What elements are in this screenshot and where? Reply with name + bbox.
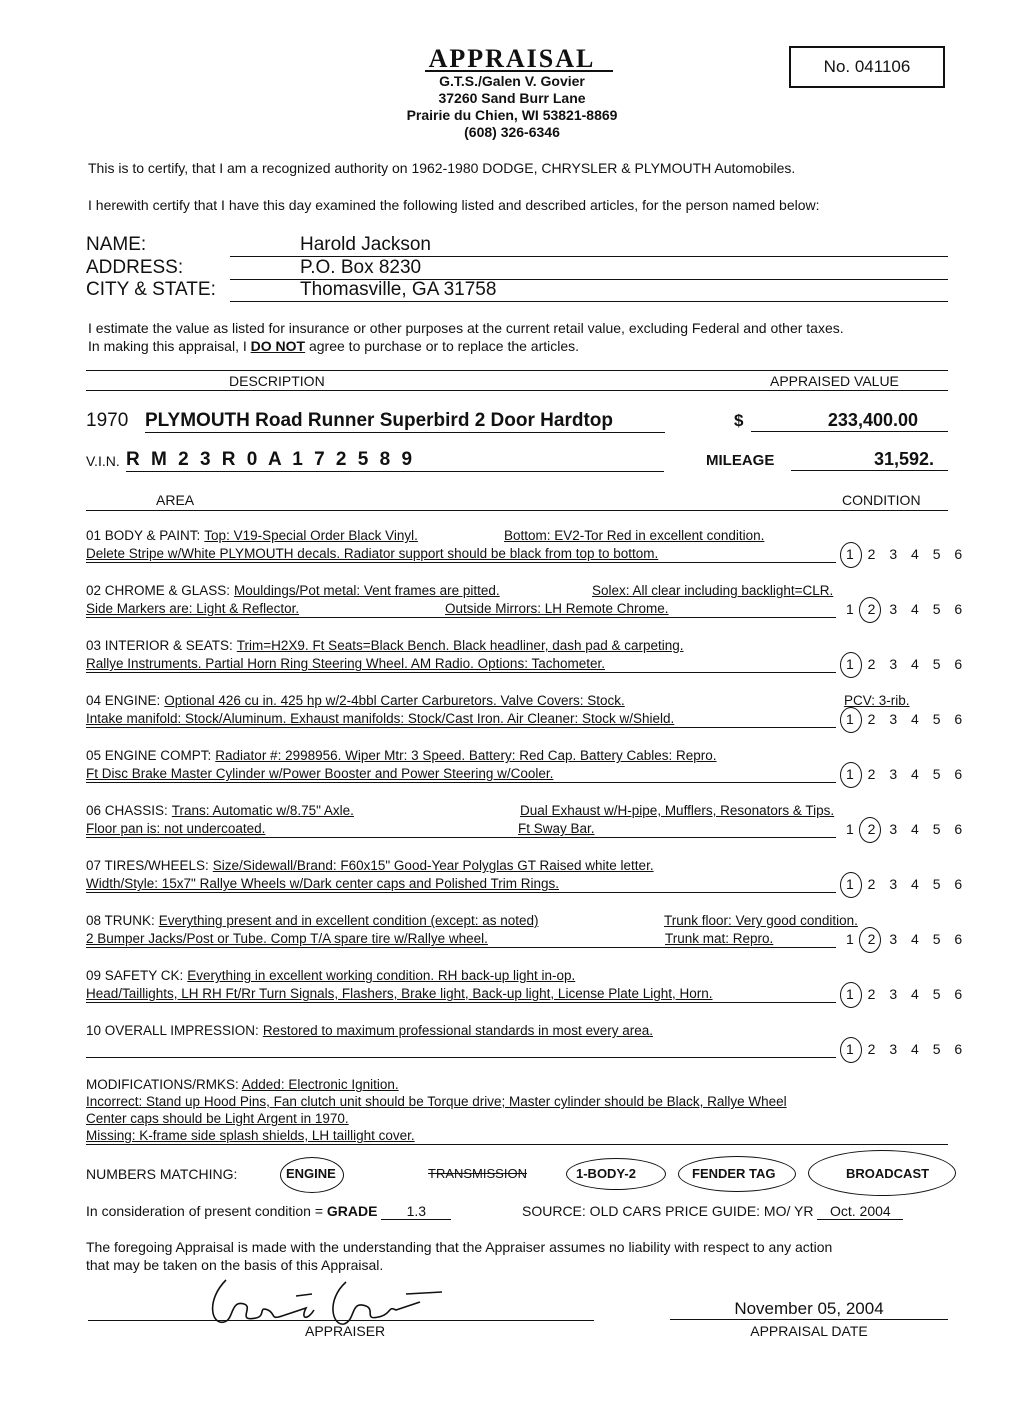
section-detail: Trans: Automatic w/8.75" Axle. [171,803,354,818]
section-line-1 [86,748,717,763]
condition-grade-scale: 1 2 3 4 5 6 [846,986,968,1002]
matching-transmission: TRANSMISSION [428,1166,527,1181]
vin-number: R M 2 3 R 0 A 1 7 2 5 8 9 [126,449,664,472]
grade-label: GRADE [326,1203,378,1219]
condition-grade-scale: 1 2 3 4 5 6 [846,821,968,837]
section-line-1 [86,968,575,983]
section-rule [86,947,836,948]
section-detail: Optional 426 cu in. 425 hp w/2-4bbl Carter Carburetors. Valve Covers: Stock. [164,693,625,708]
section-rule [86,672,836,673]
section-label: 09 SAFETY CK: [86,968,184,983]
certificate-number: No. 041106 [789,46,945,88]
liability-disclaimer: The foregoing Appraisal is made with the understanding that the Appraiser assumes no liability with respect to any action [86,1239,833,1255]
section-detail: Top: V19-Special Order Black Vinyl. [204,528,418,543]
currency-symbol: $ [734,411,744,430]
section-detail: Size/Sidewall/Brand: F60x15" Good-Year Polyglas GT Raised white letter. [212,858,654,873]
condition-grade-scale: 1 2 3 4 5 6 [846,546,968,562]
section-line-1 [86,1023,653,1038]
fender-tag-circle [678,1156,796,1192]
appraiser-phone: (608) 326-6346 [464,124,560,140]
condition-grade-scale: 1 2 3 4 5 6 [846,766,968,782]
section-label: 05 ENGINE COMPT: [86,748,212,763]
liability-disclaimer-cont: that may be taken on the basis of this Appraisal. [86,1257,384,1273]
section-line-1 [86,638,684,653]
condition-grade-scale: 1 2 3 4 5 6 [846,1041,968,1057]
section-detail-right: Trunk floor: Very good condition. [664,913,858,928]
section-line-1 [86,693,625,708]
section-rule [86,727,836,728]
condition-grade-scale: 1 2 3 4 5 6 [846,711,968,727]
section-rule [86,1002,836,1003]
selected-grade-circle [840,872,862,898]
area-column-label: AREA [156,492,195,508]
document-title: APPRAISAL [428,44,596,73]
section-detail-right: Outside Mirrors: LH Remote Chrome. [445,601,669,616]
vehicle-year: 1970 [86,410,129,431]
certification-statement: This is to certify, that I am a recognized authority on 1962-1980 DODGE, CHRYSLER & PLYMOUTH Automobiles. [88,160,796,176]
examination-statement: I herewith certify that I have this day examined the following listed and described articles, for the person named below: [88,197,820,213]
section-line-2: Delete Stripe w/White PLYMOUTH decals. Radiator support should be black from top to bottom. [86,546,659,561]
section-rule [86,1057,836,1058]
numbers-matching-label: NUMBERS MATCHING: [86,1166,238,1182]
selected-grade-circle [840,982,862,1008]
price-guide-date: Oct. 2004 [817,1203,903,1220]
owner-address: P.O. Box 8230 [300,257,422,278]
appraiser-city: Prairie du Chien, WI 53821-8869 [406,107,618,123]
matching-engine: ENGINE [286,1166,336,1181]
section-detail: Trim=H2X9. Ft Seats=Black Bench. Black headliner, dash pad & carpeting. [236,638,684,653]
section-detail-right: Ft Sway Bar. [518,821,595,836]
condition-grade-scale: 1 2 3 4 5 6 [846,876,968,892]
section-detail: Mouldings/Pot metal: Vent frames are pitted. [234,583,500,598]
section-label: 10 OVERALL IMPRESSION: [86,1023,259,1038]
address-field [230,257,948,280]
description-header-row [86,373,948,391]
section-detail: Radiator #: 2998956. Wiper Mtr: 3 Speed. Battery: Red Cap. Battery Cables: Repro. [215,748,717,763]
matching-body: 1-BODY-2 [576,1166,636,1181]
divider-top [86,370,948,371]
modifications-line-1 [86,1077,399,1092]
description-column-label: DESCRIPTION [229,373,325,389]
owner-city-state: Thomasville, GA 31758 [300,279,497,300]
modifications-added: Added: Electronic Ignition. [241,1077,399,1092]
mileage-label: MILEAGE [706,452,775,469]
appraiser-company: G.T.S./Galen V. Govier [439,73,585,89]
grade-value: 1.3 [381,1203,451,1220]
matching-broadcast: BROADCAST [846,1166,930,1181]
section-line-1 [86,583,500,598]
appraiser-label: APPRAISER [305,1323,386,1339]
broadcast-circle [808,1150,956,1196]
name-field [230,234,948,257]
purchase-statement: In making this appraisal, I DO NOT agree to purchase or to replace the articles. [88,338,580,354]
appraiser-signature-line [88,1320,594,1321]
section-line-2: Width/Style: 15x7" Rallye Wheels w/Dark center caps and Polished Trim Rings. [86,876,559,891]
section-line-1 [86,803,354,818]
selected-grade-circle [840,707,862,733]
section-rule [86,617,836,618]
section-line-2: Side Markers are: Light & Reflector. [86,601,300,616]
modifications-rule [86,1144,948,1145]
condition-grade-scale: 1 2 3 4 5 6 [846,601,968,617]
section-detail: Everything present and in excellent condition (except: as noted) [158,913,539,928]
section-label: 07 TIRES/WHEELS: [86,858,209,873]
section-label: 04 ENGINE: [86,693,161,708]
condition-column-label: CONDITION [842,492,921,508]
section-detail-right: Solex: All clear including backlight=CLR. [592,583,834,598]
appraised-value: 233,400.00 [751,410,948,432]
modifications-incorrect: Incorrect: Stand up Hood Pins, Fan clutch unit should be Torque drive; Master cylinder should be Black, Rallye Wheel [86,1094,787,1109]
section-rule [86,782,836,783]
body-circle [566,1158,666,1190]
section-line-1 [86,528,418,543]
vehicle-description: PLYMOUTH Road Runner Superbird 2 Door Hardtop [145,410,665,433]
section-line-1 [86,913,539,928]
selected-grade-circle [840,762,862,788]
appraisal-date: November 05, 2004 [670,1299,948,1320]
engine-circle [280,1157,344,1193]
condition-grade-scale: 1 2 3 4 5 6 [846,656,968,672]
section-rule [86,892,836,893]
appraisal-date-label: APPRAISAL DATE [750,1323,868,1339]
address-label: ADDRESS: [86,257,184,278]
price-guide-source: SOURCE: OLD CARS PRICE GUIDE: MO/ YR Oct. 2004 [522,1203,903,1220]
modifications-label: MODIFICATIONS/RMKS: [86,1077,239,1092]
matching-fender-tag: FENDER TAG [692,1166,776,1181]
section-line-2: Ft Disc Brake Master Cylinder w/Power Booster and Power Steering w/Cooler. [86,766,554,781]
title-underline [425,70,613,72]
vin-label: V.I.N. [86,453,120,469]
section-line-1 [86,858,654,873]
selected-grade-circle [840,1037,862,1063]
section-rule [86,837,836,838]
area-condition-header [86,492,948,511]
section-label: 01 BODY & PAINT: [86,528,201,543]
section-label: 03 INTERIOR & SEATS: [86,638,233,653]
appraiser-street: 37260 Sand Burr Lane [438,90,586,106]
mileage-value: 31,592. [791,449,948,471]
selected-grade-circle [859,927,881,953]
condition-grade-scale: 1 2 3 4 5 6 [846,931,968,947]
section-detail-right: Bottom: EV2-Tor Red in excellent condition. [504,528,765,543]
section-label: 06 CHASSIS: [86,803,168,818]
do-not-emphasis: DO NOT [250,338,306,354]
city-state-label: CITY & STATE: [86,279,216,300]
city-state-field [230,279,948,302]
section-label: 08 TRUNK: [86,913,155,928]
grade-statement: In consideration of present condition = GRADE 1.3 [86,1203,451,1220]
section-line-2: 2 Bumper Jacks/Post or Tube. Comp T/A spare tire w/Rallye wheel. [86,931,488,946]
selected-grade-circle [859,597,881,623]
selected-grade-circle [840,652,862,678]
estimate-statement: I estimate the value as listed for insurance or other purposes at the current retail value, excluding Federal and other taxes. [88,320,844,336]
section-rule [86,562,836,563]
section-line-2: Rallye Instruments. Partial Horn Ring Steering Wheel. AM Radio. Options: Tachometer. [86,656,605,671]
section-detail-right: PCV: 3-rib. [844,693,910,708]
section-detail-right: Dual Exhaust w/H-pipe, Mufflers, Resonators & Tips. [520,803,835,818]
section-line-2: Floor pan is: not undercoated. [86,821,266,836]
appraised-value-column-label: APPRAISED VALUE [770,373,899,389]
section-label: 02 CHROME & GLASS: [86,583,231,598]
name-label: NAME: [86,234,147,255]
section-line-2: Head/Taillights, LH RH Ft/Rr Turn Signals, Flashers, Brake light, Back-up light, License Plate Light, Horn. [86,986,713,1001]
owner-name: Harold Jackson [300,234,431,255]
selected-grade-circle [859,817,881,843]
section-detail-right: Trunk mat: Repro. [665,931,774,946]
section-line-2: Intake manifold: Stock/Aluminum. Exhaust manifolds: Stock/Cast Iron. Air Cleaner: Stock w/Shield. [86,711,675,726]
section-detail: Everything in excellent working condition. RH back-up light in-op. [187,968,576,983]
section-detail: Restored to maximum professional standards in most every area. [262,1023,653,1038]
selected-grade-circle [840,542,862,568]
modifications-incorrect-cont: Center caps should be Light Argent in 1970. [86,1111,349,1126]
modifications-missing: Missing: K-frame side splash shields, LH taillight cover. [86,1128,415,1143]
